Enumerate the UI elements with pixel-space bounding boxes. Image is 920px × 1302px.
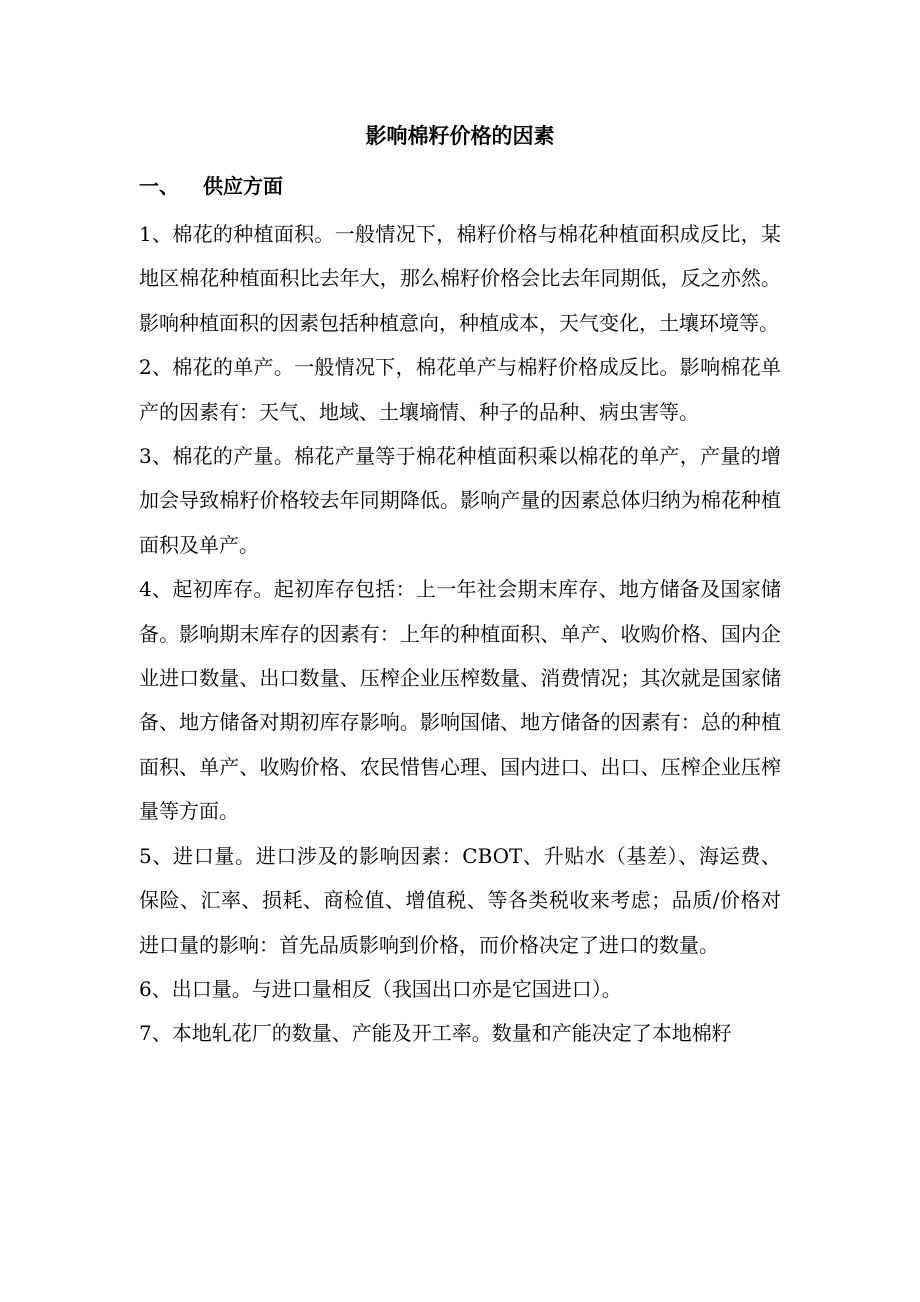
paragraph-ginning-plants: 7、本地轧花厂的数量、产能及开工率。数量和产能决定了本地棉籽 [139, 1021, 732, 1046]
section-title: 供应方面 [203, 174, 283, 198]
section-number: 一、 [139, 174, 179, 198]
paragraph-initial-stock: 4、起初库存。起初库存包括：上一年社会期末库存、地方储备及国家储备。影响期末库存的因素有：上年的种植面积、单产、收购价格、国内企业进口数量、出口数量、压榨企业压榨数量、消费情况；其次就是国家储备、地方储备对期初库存影响。影响国储、地方储备的因素有：总的种植面积、单产、收购价格、农民惜售心理、国内进口、出口、压榨企业压榨量等方面。 [139, 577, 781, 824]
paragraph-output: 3、棉花的产量。棉花产量等于棉花种植面积乘以棉花的单产，产量的增加会导致棉籽价格较去年同期降低。影响产量的因素总体归纳为棉花种植面积及单产。 [139, 444, 781, 557]
paragraph-exports: 6、出口量。与进口量相反（我国出口亦是它国进口）。 [139, 976, 622, 1001]
section-heading [139, 171, 283, 201]
document-body [139, 212, 781, 1056]
paragraph-unit-yield: 2、棉花的单产。一般情况下，棉花单产与棉籽价格成反比。影响棉花单产的因素有：天气、地域、土壤墒情、种子的品种、病虫害等。 [139, 355, 781, 424]
document-title: 影响棉籽价格的因素 [365, 124, 555, 148]
paragraph-imports: 5、进口量。进口涉及的影响因素：CBOT、升贴水（基差）、海运费、保险、汇率、损耗、商检值、增值税、等各类税收来考虑；品质/价格对进口量的影响：首先品质影响到价格，而价格决定了进口的数量。 [139, 843, 781, 957]
paragraph-planting-area: 1、棉花的种植面积。一般情况下，棉籽价格与棉花种植面积成反比，某地区棉花种植面积比去年大，那么棉籽价格会比去年同期低，反之亦然。影响种植面积的因素包括种植意向，种植成本，天气变化，土壤环境等。 [139, 222, 781, 335]
